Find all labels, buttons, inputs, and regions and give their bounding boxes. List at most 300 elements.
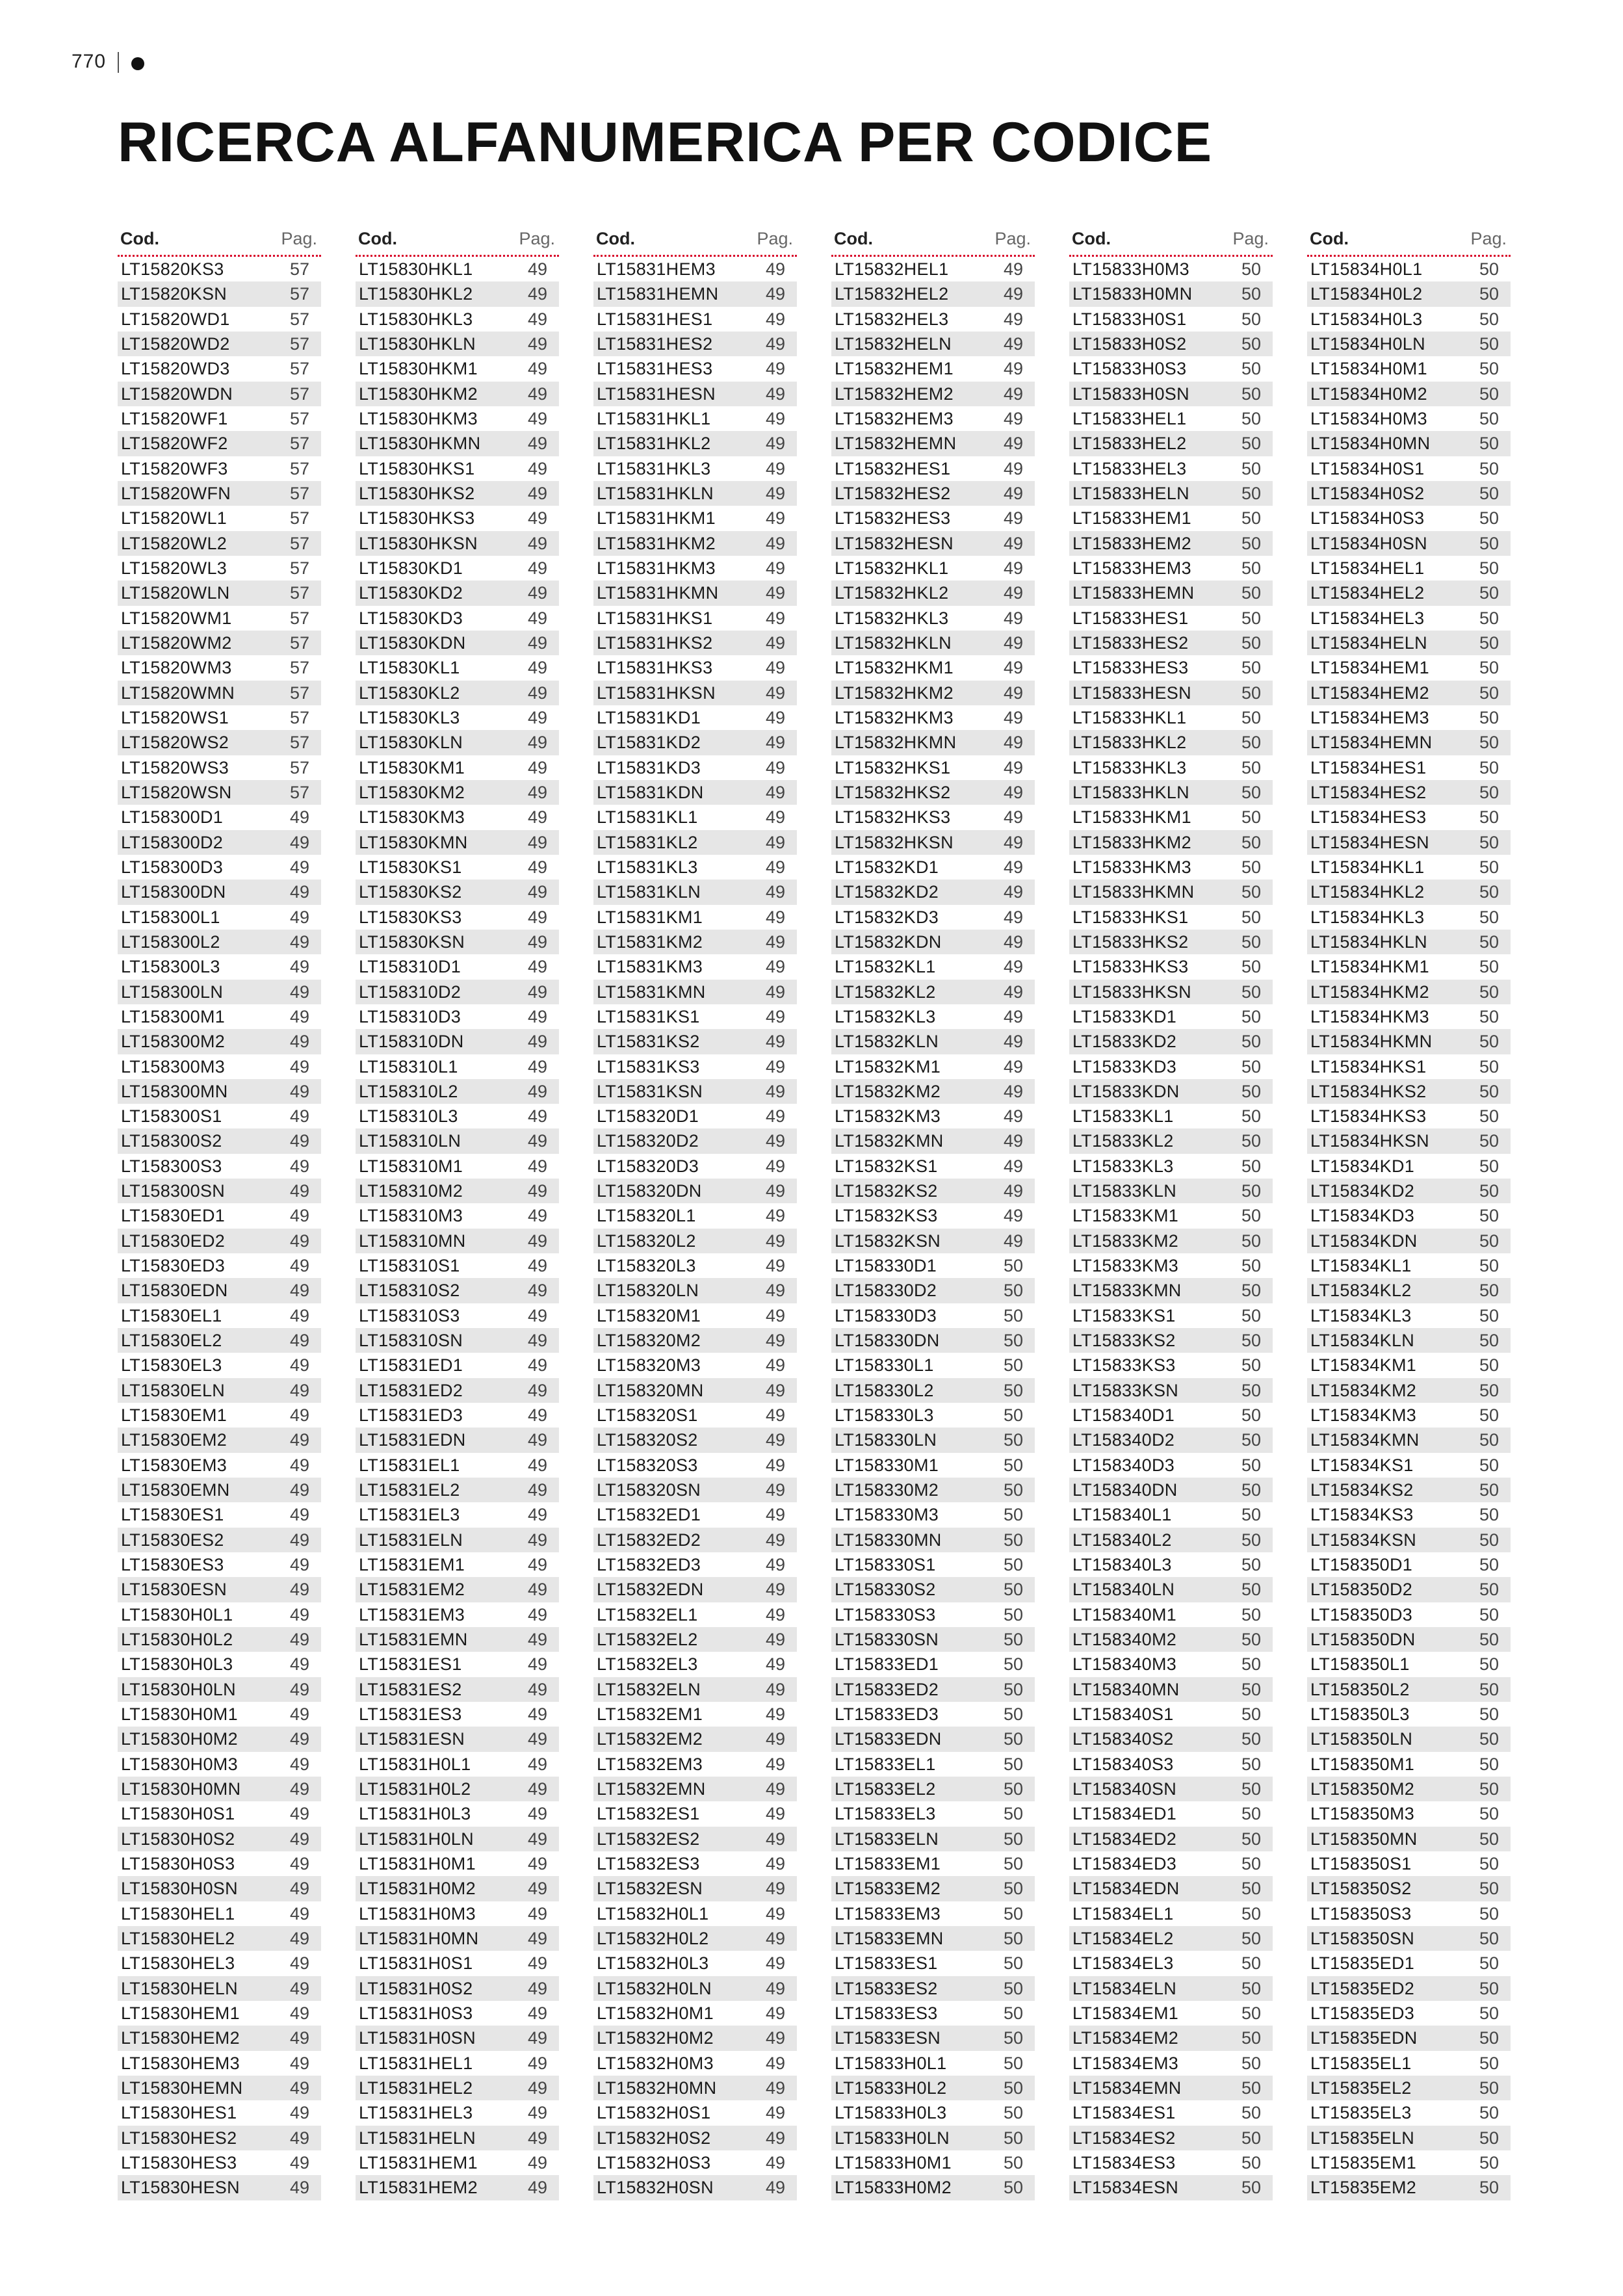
page-ref: 49 — [1003, 1156, 1023, 1176]
page-ref: 49 — [289, 1530, 309, 1550]
table-row — [1307, 1677, 1511, 1702]
table-row — [118, 655, 321, 680]
page-ref: 49 — [1003, 1131, 1023, 1151]
product-code: LT15834HKL1 — [1310, 857, 1425, 877]
product-code: LT15834ES2 — [1072, 2128, 1176, 2148]
page-ref: 50 — [1479, 508, 1499, 528]
page-ref: 49 — [765, 1903, 785, 1924]
table-row — [831, 356, 1035, 381]
table-row — [831, 855, 1035, 880]
table-row — [593, 1154, 797, 1179]
page-ref: 50 — [1479, 1903, 1499, 1924]
product-code: LT15834HKS2 — [1310, 1081, 1427, 1101]
index-column-6 — [1307, 228, 1511, 2200]
product-code: LT15830H0L3 — [121, 1654, 233, 1675]
product-code: LT15831HEM1 — [359, 2152, 478, 2172]
product-code: LT15831HESN — [597, 384, 716, 404]
table-row — [593, 1851, 797, 1876]
table-row — [593, 705, 797, 730]
table-row — [593, 954, 797, 979]
page-ref: 57 — [289, 608, 309, 628]
page-ref: 50 — [1003, 1704, 1023, 1725]
page-ref: 49 — [527, 384, 547, 404]
table-row — [831, 2150, 1035, 2175]
table-row — [831, 257, 1035, 281]
page-ref: 49 — [289, 2003, 309, 2023]
product-code: LT158310L2 — [359, 1081, 458, 1101]
table-row — [1307, 2026, 1511, 2050]
table-row — [1307, 1203, 1511, 1228]
page-ref: 49 — [765, 434, 785, 454]
page-ref: 49 — [289, 2152, 309, 2172]
page-ref: 50 — [1479, 982, 1499, 1002]
table-row — [356, 581, 559, 605]
product-code: LT15832KMN — [835, 1131, 944, 1151]
page-ref: 49 — [1003, 1056, 1023, 1076]
page-ref: 57 — [289, 434, 309, 454]
column-header — [593, 228, 797, 257]
page-ref: 49 — [289, 1953, 309, 1974]
product-code: LT15831HES1 — [597, 309, 713, 329]
product-code: LT158350LN — [1310, 1729, 1413, 1749]
product-code: LT158320SN — [597, 1480, 701, 1500]
product-code: LT15831KL2 — [597, 832, 698, 852]
page-ref: 50 — [1241, 1305, 1261, 1325]
table-row — [831, 905, 1035, 930]
table-row — [1069, 1901, 1273, 1926]
product-code: LT15831H0M1 — [359, 1854, 476, 1873]
page-ref: 49 — [527, 1081, 547, 1101]
page-ref: 49 — [289, 982, 309, 1002]
product-code: LT15831KD3 — [597, 757, 701, 777]
product-code: LT15831KM1 — [597, 907, 703, 927]
product-code: LT15832ES3 — [597, 1854, 700, 1873]
header-pag: Pag. — [1232, 229, 1269, 248]
table-row — [831, 2076, 1035, 2100]
table-row — [118, 2026, 321, 2050]
page-ref: 50 — [1241, 1754, 1261, 1774]
product-code: LT15834ES3 — [1072, 2152, 1176, 2172]
page-ref: 49 — [527, 683, 547, 703]
product-code: LT15833HES2 — [1072, 633, 1189, 653]
product-code: LT158340M2 — [1072, 1630, 1177, 1650]
table-row — [118, 1079, 321, 1104]
product-code: LT15832HES1 — [835, 458, 951, 478]
table-row — [118, 2100, 321, 2125]
product-code: LT15831H0S3 — [359, 2003, 473, 2023]
product-code: LT15830KS3 — [359, 907, 462, 927]
product-code: LT15830ELN — [121, 1380, 226, 1400]
table-row — [593, 1179, 797, 1203]
header-pag: Pag. — [1470, 229, 1507, 248]
table-row — [356, 1577, 559, 1602]
table-row — [118, 905, 321, 930]
product-code: LT15831HEM2 — [359, 2178, 478, 2198]
table-row — [118, 257, 321, 281]
product-code: LT158300MN — [121, 1081, 228, 1101]
table-row — [1069, 1229, 1273, 1253]
page-ref: 49 — [289, 1679, 309, 1699]
page-ref: 50 — [1241, 1156, 1261, 1176]
table-row — [356, 1403, 559, 1428]
table-row — [593, 257, 797, 281]
page-ref: 49 — [765, 957, 785, 977]
table-row — [831, 1453, 1035, 1478]
table-row — [593, 1827, 797, 1851]
product-code: LT15832HESN — [835, 533, 954, 553]
table-row — [593, 655, 797, 680]
page-ref: 49 — [765, 1953, 785, 1974]
table-row — [356, 2100, 559, 2125]
page-ref: 50 — [1241, 434, 1261, 454]
product-code: LT15833HEM2 — [1072, 533, 1191, 553]
product-code: LT15831ES1 — [359, 1654, 462, 1675]
table-row — [593, 1552, 797, 1577]
page-ref: 49 — [527, 1405, 547, 1426]
page-ref: 49 — [289, 1804, 309, 1824]
table-row — [356, 1801, 559, 1826]
table-row — [118, 1528, 321, 1552]
product-code: LT15831KMN — [597, 982, 706, 1002]
page-ref: 49 — [289, 1754, 309, 1774]
table-row — [831, 2001, 1035, 2026]
page-ref: 49 — [1003, 583, 1023, 603]
table-row — [1307, 1528, 1511, 1552]
product-code: LT15832HKM3 — [835, 707, 954, 727]
table-row — [1307, 905, 1511, 930]
page-ref: 49 — [527, 458, 547, 478]
table-row — [831, 1851, 1035, 1876]
page-ref: 50 — [1479, 1231, 1499, 1251]
page-ref: 49 — [527, 2078, 547, 2098]
table-row — [593, 1079, 797, 1104]
page-ref: 50 — [1003, 1804, 1023, 1824]
page-ref: 50 — [1241, 2003, 1261, 2023]
column-header — [831, 228, 1035, 257]
table-row — [593, 581, 797, 605]
table-row — [1069, 1154, 1273, 1179]
product-code: LT15833ES1 — [835, 1953, 938, 1974]
table-row — [593, 880, 797, 904]
product-code: LT15833KS3 — [1072, 1355, 1176, 1376]
column-header — [118, 228, 321, 257]
page-ref: 49 — [765, 1256, 785, 1276]
table-row — [1069, 456, 1273, 481]
product-code: LT158320LN — [597, 1281, 699, 1301]
table-row — [831, 1602, 1035, 1627]
page-ref: 49 — [765, 1530, 785, 1550]
table-row — [831, 1752, 1035, 1777]
product-code: LT15834H0MN — [1310, 434, 1431, 454]
product-code: LT15832KS2 — [835, 1181, 938, 1201]
page-ref: 49 — [527, 1106, 547, 1127]
product-code: LT15831H0M3 — [359, 1903, 476, 1924]
product-code: LT158330S2 — [835, 1580, 936, 1600]
table-row — [593, 2150, 797, 2175]
table-row — [356, 2026, 559, 2050]
product-code: LT15833HKL1 — [1072, 707, 1187, 727]
table-row — [831, 930, 1035, 954]
product-code: LT15832HKM1 — [835, 658, 954, 678]
table-row — [831, 1528, 1035, 1552]
page-ref: 50 — [1241, 2103, 1261, 2123]
product-code: LT15832HEM3 — [835, 408, 954, 428]
page-ref: 49 — [765, 333, 785, 354]
page-ref: 50 — [1003, 1604, 1023, 1624]
product-code: LT15831HKL2 — [597, 434, 711, 454]
table-row — [356, 780, 559, 805]
table-row — [356, 730, 559, 755]
product-code: LT158320MN — [597, 1380, 704, 1400]
page-ref: 49 — [289, 1729, 309, 1749]
table-row — [118, 1602, 321, 1627]
product-code: LT15832HKSN — [835, 832, 954, 852]
page-ref: 49 — [527, 707, 547, 727]
product-code: LT15834KL3 — [1310, 1305, 1412, 1325]
page-ref: 49 — [289, 2178, 309, 2198]
product-code: LT15832HELN — [835, 333, 952, 354]
table-row — [831, 2126, 1035, 2150]
table-row — [831, 307, 1035, 332]
table-row — [831, 980, 1035, 1004]
page-ref: 49 — [527, 1829, 547, 1849]
table-row — [1307, 506, 1511, 530]
page-ref: 50 — [1479, 1580, 1499, 1600]
table-row — [593, 1752, 797, 1777]
page-ref: 49 — [765, 857, 785, 877]
table-row — [1307, 281, 1511, 306]
table-row — [831, 2051, 1035, 2076]
page-ref: 50 — [1479, 1804, 1499, 1824]
product-code: LT15820WM2 — [121, 633, 232, 653]
table-row — [593, 1951, 797, 1976]
product-code: LT158310LN — [359, 1131, 461, 1151]
product-code: LT15833ELN — [835, 1829, 939, 1849]
table-row — [831, 506, 1035, 530]
page-ref: 50 — [1479, 1106, 1499, 1127]
page-ref: 49 — [289, 1829, 309, 1849]
row-list — [118, 257, 321, 2200]
page-ref: 50 — [1479, 1630, 1499, 1650]
product-code: LT15835EM2 — [1310, 2178, 1417, 2198]
table-row — [1307, 1851, 1511, 1876]
table-row — [118, 1328, 321, 1353]
product-code: LT158350S3 — [1310, 1903, 1412, 1924]
page-ref: 49 — [527, 1131, 547, 1151]
page-ref: 50 — [1479, 1305, 1499, 1325]
page-ref: 49 — [289, 1405, 309, 1426]
product-code: LT15830HEL1 — [121, 1903, 235, 1924]
page-ref: 49 — [765, 1704, 785, 1725]
page-ref: 49 — [765, 458, 785, 478]
page-ref: 49 — [289, 832, 309, 852]
page-ref: 49 — [527, 2103, 547, 2123]
page-ref: 49 — [289, 1630, 309, 1650]
table-row — [831, 481, 1035, 506]
product-code: LT15820KSN — [121, 284, 227, 304]
product-code: LT15834HES3 — [1310, 807, 1427, 828]
product-code: LT15832HKS3 — [835, 807, 951, 828]
product-code: LT15820WS1 — [121, 707, 229, 727]
product-code: LT15832EDN — [597, 1580, 704, 1600]
page-ref: 49 — [765, 1829, 785, 1849]
product-code: LT15834HESN — [1310, 832, 1429, 852]
product-code: LT158330D3 — [835, 1305, 937, 1325]
page-ref: 57 — [289, 384, 309, 404]
page-ref: 49 — [527, 932, 547, 952]
page-ref: 49 — [289, 1854, 309, 1873]
table-row — [118, 1403, 321, 1428]
table-row — [593, 980, 797, 1004]
table-row — [356, 655, 559, 680]
table-row — [1069, 356, 1273, 381]
page-ref: 49 — [1003, 658, 1023, 678]
product-code: LT15831HKS3 — [597, 658, 713, 678]
page-ref: 50 — [1003, 1530, 1023, 1550]
page-ref: 49 — [527, 982, 547, 1002]
page-ref: 49 — [527, 408, 547, 428]
product-code: LT15833KD3 — [1072, 1056, 1177, 1076]
page-ref: 50 — [1003, 1953, 1023, 1974]
page-ref: 49 — [527, 1604, 547, 1624]
page-ref: 50 — [1241, 1455, 1261, 1475]
page-ref: 49 — [1003, 857, 1023, 877]
product-code: LT15833HKS3 — [1072, 957, 1189, 977]
product-code: LT158340D2 — [1072, 1430, 1175, 1450]
product-code: LT15833KL1 — [1072, 1106, 1174, 1127]
product-code: LT15830HKL2 — [359, 284, 473, 304]
product-code: LT15833KM2 — [1072, 1231, 1179, 1251]
page-ref: 50 — [1479, 658, 1499, 678]
product-code: LT15834HEM1 — [1310, 658, 1429, 678]
page-ref: 49 — [765, 583, 785, 603]
table-row — [1069, 1727, 1273, 1751]
page-ref: 49 — [289, 1505, 309, 1525]
page-ref: 50 — [1479, 284, 1499, 304]
page-ref: 50 — [1479, 2028, 1499, 2048]
column-header — [356, 228, 559, 257]
product-code: LT15830KS1 — [359, 857, 462, 877]
product-code: LT15833HEM3 — [1072, 558, 1191, 578]
page-ref: 49 — [1003, 508, 1023, 528]
page-ref: 49 — [1003, 284, 1023, 304]
page-ref: 50 — [1003, 1754, 1023, 1774]
product-code: LT15830HEMN — [121, 2078, 243, 2098]
table-row — [831, 954, 1035, 979]
table-row — [1307, 1278, 1511, 1303]
page-ref: 49 — [1003, 907, 1023, 927]
page-ref: 50 — [1479, 1331, 1499, 1351]
table-row — [1307, 1502, 1511, 1527]
page-ref: 50 — [1479, 2128, 1499, 2148]
page-ref: 50 — [1241, 508, 1261, 528]
product-code: LT15834ESN — [1072, 2178, 1179, 2198]
table-row — [1069, 1128, 1273, 1153]
table-row — [1069, 2126, 1273, 2150]
product-code: LT158300M2 — [121, 1032, 226, 1052]
page-ref: 50 — [1241, 1879, 1261, 1899]
page-ref: 50 — [1479, 1480, 1499, 1500]
page-ref: 50 — [1241, 907, 1261, 927]
page-ref: 49 — [765, 2078, 785, 2098]
product-code: LT15820WMN — [121, 683, 235, 703]
page-ref: 49 — [527, 1455, 547, 1475]
page-ref: 49 — [527, 1355, 547, 1376]
product-code: LT15833KL3 — [1072, 1156, 1174, 1176]
product-code: LT15830H0M3 — [121, 1754, 238, 1774]
table-row — [1069, 1528, 1273, 1552]
table-row — [593, 1777, 797, 1801]
product-code: LT15832HES3 — [835, 508, 951, 528]
table-row — [1307, 1901, 1511, 1926]
table-row — [1069, 705, 1273, 730]
page-ref: 49 — [527, 733, 547, 753]
page-ref: 50 — [1479, 1679, 1499, 1699]
page-ref: 50 — [1003, 1630, 1023, 1650]
page-ref: 50 — [1241, 1331, 1261, 1351]
page-ref: 49 — [289, 2028, 309, 2048]
table-row — [1307, 830, 1511, 855]
product-code: LT15833KL2 — [1072, 1131, 1174, 1151]
table-row — [356, 356, 559, 381]
table-row — [356, 705, 559, 730]
table-row — [356, 1502, 559, 1527]
page-ref: 50 — [1241, 533, 1261, 553]
product-code: LT15830EL2 — [121, 1331, 222, 1351]
product-code: LT158300M1 — [121, 1006, 226, 1026]
table-row — [118, 1303, 321, 1328]
product-code: LT15834H0S1 — [1310, 458, 1425, 478]
table-row — [1069, 930, 1273, 954]
product-code: LT15832HKS1 — [835, 757, 951, 777]
table-row — [1307, 1577, 1511, 1602]
page-ref: 50 — [1241, 807, 1261, 828]
table-row — [593, 930, 797, 954]
page-ref: 49 — [1003, 408, 1023, 428]
page-ref: 49 — [527, 782, 547, 802]
product-code: LT158300D2 — [121, 832, 224, 852]
product-code: LT158310S1 — [359, 1256, 460, 1276]
product-code: LT15831KM3 — [597, 957, 703, 977]
product-code: LT15830H0SN — [121, 1879, 238, 1899]
table-row — [593, 2100, 797, 2125]
table-row — [356, 1478, 559, 1502]
page-ref: 50 — [1479, 1953, 1499, 1974]
product-code: LT15830ED1 — [121, 1206, 226, 1226]
product-code: LT15833KLN — [1072, 1181, 1177, 1201]
product-code: LT15830ES2 — [121, 1530, 224, 1550]
page-ref: 50 — [1003, 1978, 1023, 1998]
product-code: LT15831HKS2 — [597, 633, 713, 653]
table-row — [831, 1702, 1035, 1727]
index-column-3 — [593, 228, 797, 2200]
table-row — [1069, 1702, 1273, 1727]
table-row — [831, 880, 1035, 904]
page-ref: 50 — [1479, 1081, 1499, 1101]
header-cod: Cod. — [834, 229, 873, 248]
table-row — [356, 506, 559, 530]
product-code: LT15833KDN — [1072, 1081, 1180, 1101]
page-ref: 49 — [289, 1704, 309, 1725]
table-row — [1307, 930, 1511, 954]
page-ref: 50 — [1003, 1380, 1023, 1400]
page-ref: 50 — [1241, 1829, 1261, 1849]
table-row — [1307, 681, 1511, 705]
table-row — [593, 356, 797, 381]
table-row — [1069, 581, 1273, 605]
product-code: LT15831H0SN — [359, 2028, 476, 2048]
product-code: LT15833H0S3 — [1072, 359, 1187, 379]
